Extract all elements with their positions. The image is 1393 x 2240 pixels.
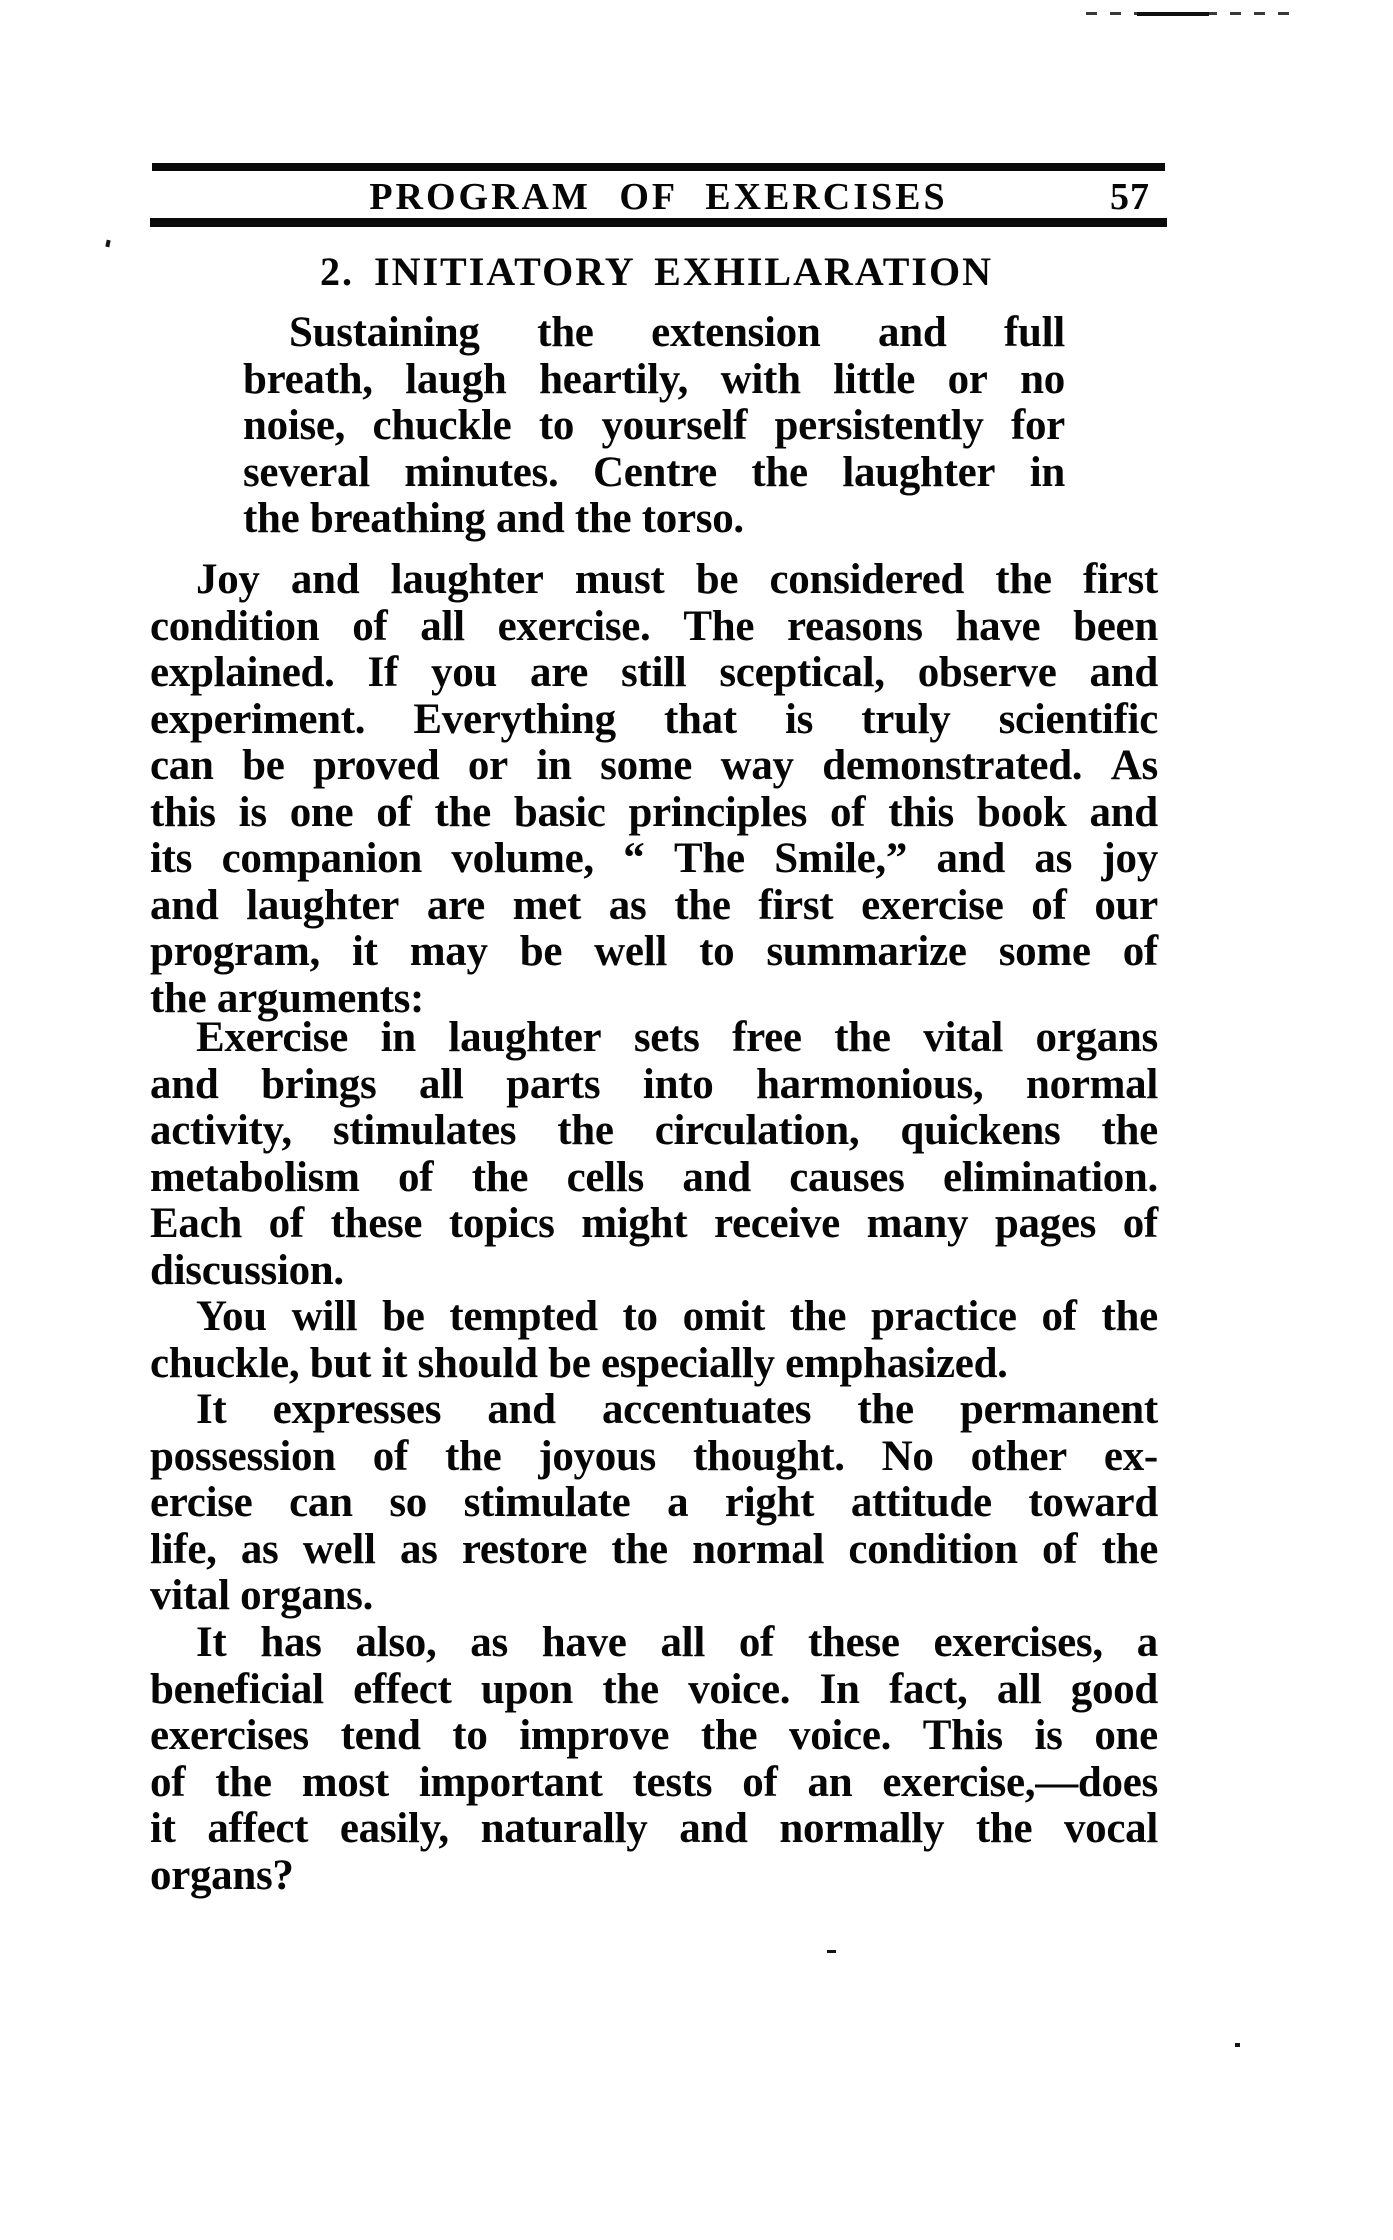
- header-rule-bottom: [150, 218, 1167, 227]
- word: of: [1042, 1525, 1078, 1573]
- word: Everything: [413, 695, 616, 743]
- word: a: [1136, 1619, 1158, 1666]
- word: may: [409, 928, 488, 975]
- text-line: [150, 836, 1158, 883]
- scan-speck: [827, 1950, 836, 1953]
- word: of: [398, 1153, 434, 1201]
- word: demonstrated.: [822, 742, 1083, 789]
- word: ercise: [150, 1479, 253, 1526]
- word: and: [936, 835, 1005, 882]
- word: laughter: [842, 448, 996, 496]
- word: of: [1122, 1200, 1158, 1247]
- word: effect: [353, 1665, 452, 1713]
- word: joy: [1101, 835, 1158, 882]
- word: tests: [632, 1758, 713, 1806]
- word: into: [642, 1060, 714, 1108]
- word: topics: [448, 1200, 555, 1247]
- text-line: the breathing and the torso.: [243, 495, 744, 542]
- word: well: [302, 1525, 376, 1573]
- text-line: [150, 1480, 1158, 1527]
- word: exercise.: [497, 602, 651, 650]
- word: all: [660, 1619, 705, 1666]
- word: the: [471, 1153, 529, 1201]
- word: to: [452, 1712, 488, 1759]
- word: exercises: [150, 1712, 309, 1759]
- word: sceptical,: [719, 649, 885, 696]
- header-rule-top: [152, 163, 1165, 171]
- text-line: [150, 1294, 1158, 1341]
- word: tend: [340, 1712, 421, 1759]
- word: observe: [917, 649, 1057, 696]
- word: No: [881, 1432, 934, 1480]
- word: an: [807, 1758, 853, 1806]
- text-line: [243, 403, 1065, 450]
- word: accentuates: [601, 1386, 812, 1433]
- text-line: [150, 1667, 1158, 1714]
- word: in: [536, 742, 572, 789]
- word: the: [674, 881, 731, 929]
- word: quickens: [900, 1107, 1061, 1154]
- text-line: [150, 1527, 1158, 1574]
- word: of: [830, 788, 866, 836]
- word: are: [530, 649, 588, 696]
- text-line: [150, 743, 1158, 790]
- text-line: [150, 1760, 1158, 1807]
- word: persistently: [774, 402, 984, 449]
- word: still: [620, 649, 687, 696]
- word: It: [196, 1386, 227, 1433]
- word: volume,: [451, 835, 594, 882]
- word: minutes.: [404, 448, 559, 496]
- word: The: [683, 602, 755, 650]
- word: in: [380, 1014, 416, 1061]
- word: be: [519, 928, 563, 975]
- word: life,: [150, 1525, 217, 1573]
- word: affect: [207, 1805, 309, 1852]
- word: condition: [848, 1525, 1018, 1573]
- word: proved: [312, 742, 440, 789]
- word: are: [426, 881, 485, 929]
- word: the: [1101, 1525, 1158, 1573]
- word: as: [399, 1525, 438, 1573]
- scan-artifact-solid-segment: [1137, 12, 1209, 16]
- word: of: [1041, 1293, 1077, 1340]
- word: improve: [519, 1712, 670, 1759]
- word: beneficial: [150, 1665, 324, 1713]
- text-line: [150, 1155, 1158, 1202]
- word: as: [608, 881, 647, 929]
- word: as: [240, 1525, 279, 1573]
- word: first: [1083, 556, 1158, 603]
- text-line: [150, 1201, 1158, 1248]
- word: the: [1101, 1107, 1158, 1154]
- word: In: [819, 1665, 860, 1713]
- word: thought.: [692, 1432, 845, 1480]
- word: toward: [1028, 1479, 1158, 1526]
- text-line: [150, 1015, 1158, 1062]
- text-line: [150, 1620, 1158, 1667]
- word: some: [600, 742, 693, 789]
- word: tempted: [449, 1293, 598, 1340]
- word: elimination.: [942, 1153, 1158, 1201]
- text-line: [150, 604, 1158, 651]
- word: companion: [221, 835, 422, 882]
- word: and: [150, 881, 219, 929]
- word: the: [995, 556, 1052, 603]
- word: truly: [861, 695, 951, 743]
- word: have: [955, 602, 1041, 650]
- word: the: [975, 1805, 1033, 1852]
- word: in: [1029, 448, 1065, 496]
- word: this: [888, 788, 954, 836]
- text-line: [243, 310, 1065, 357]
- word: of: [352, 602, 388, 650]
- word: principles: [628, 788, 808, 836]
- word: all: [996, 1665, 1042, 1713]
- word: other: [970, 1432, 1067, 1480]
- word: of: [738, 1619, 775, 1666]
- word: been: [1073, 602, 1158, 650]
- word: of: [742, 1758, 778, 1806]
- word: book: [976, 788, 1067, 836]
- word: for: [1010, 402, 1065, 449]
- paragraph: [150, 1294, 1158, 1387]
- word: it: [352, 928, 378, 975]
- word: must: [574, 556, 665, 603]
- text-line: [150, 1387, 1158, 1434]
- word: of: [376, 788, 412, 836]
- word: receive: [713, 1200, 840, 1247]
- word: full: [1004, 309, 1065, 356]
- text-line: [150, 1806, 1158, 1853]
- word: scientific: [998, 695, 1158, 743]
- word: You: [196, 1293, 267, 1340]
- word: that: [663, 695, 737, 743]
- word: well: [594, 928, 668, 975]
- text-line: organs?: [150, 1851, 294, 1899]
- word: the: [602, 1665, 659, 1713]
- paragraph: [243, 310, 1065, 543]
- word: the: [1101, 1293, 1158, 1340]
- word: you: [431, 649, 498, 696]
- word: Joy: [196, 556, 260, 603]
- text-line: [150, 1062, 1158, 1109]
- word: be: [382, 1293, 425, 1340]
- word: way: [720, 742, 794, 789]
- word: is: [784, 695, 814, 743]
- word: so: [389, 1479, 427, 1526]
- word: is: [1034, 1712, 1063, 1759]
- word: good: [1070, 1665, 1158, 1713]
- word: and: [682, 1153, 751, 1201]
- word: as: [1034, 835, 1073, 882]
- word: several: [243, 448, 370, 496]
- word: This: [922, 1712, 1003, 1759]
- word: free: [732, 1014, 802, 1061]
- word: all: [419, 1060, 464, 1108]
- word: this: [150, 788, 216, 836]
- word: of: [1122, 928, 1158, 975]
- word: the: [557, 1107, 614, 1154]
- word: has: [260, 1619, 322, 1666]
- word: summarize: [766, 928, 967, 975]
- word: program,: [150, 928, 320, 975]
- word: its: [150, 835, 193, 882]
- word: some: [998, 928, 1091, 975]
- word: basic: [513, 788, 606, 836]
- word: and: [290, 556, 360, 603]
- word: have: [541, 1619, 627, 1666]
- paragraph: [150, 557, 1158, 1022]
- word: no: [1020, 355, 1065, 403]
- word: heartily,: [539, 355, 689, 403]
- word: of: [150, 1758, 186, 1806]
- word: the: [444, 1432, 502, 1480]
- word: breath,: [243, 355, 373, 403]
- word: restore: [461, 1525, 588, 1573]
- word: or: [467, 742, 508, 789]
- word: exercise,—does: [882, 1758, 1158, 1806]
- word: sets: [633, 1014, 700, 1061]
- word: Exercise: [196, 1014, 349, 1061]
- paragraph: [150, 1387, 1158, 1620]
- word: If: [367, 649, 399, 696]
- text-line: [150, 697, 1158, 744]
- word: permanent: [960, 1386, 1158, 1433]
- word: parts: [506, 1060, 601, 1108]
- word: might: [581, 1200, 688, 1247]
- word: to: [538, 402, 575, 449]
- word: one: [289, 788, 354, 836]
- word: explained.: [150, 649, 335, 696]
- word: important: [418, 1758, 603, 1806]
- word: will: [291, 1293, 358, 1340]
- word: stimulate: [463, 1479, 631, 1526]
- word: the: [434, 788, 491, 836]
- word: and: [1089, 649, 1158, 696]
- text-line: the arguments:: [150, 974, 425, 1022]
- word: It: [196, 1619, 227, 1666]
- word: normal: [1026, 1060, 1158, 1108]
- text-line: [150, 929, 1158, 976]
- word: experiment.: [150, 695, 366, 743]
- word: brings: [261, 1060, 377, 1108]
- word: and: [679, 1805, 748, 1852]
- text-line: [150, 883, 1158, 930]
- word: the: [611, 1525, 668, 1573]
- word: it: [150, 1805, 176, 1852]
- word: ex-: [1103, 1432, 1158, 1480]
- word: laugh: [405, 355, 507, 403]
- text-line: vital organs.: [150, 1572, 374, 1619]
- word: considered: [769, 556, 964, 603]
- running-head-title: PROGRAM OF EXERCISES: [369, 176, 948, 218]
- word: can: [289, 1479, 353, 1526]
- word: upon: [480, 1665, 573, 1713]
- word: or: [947, 355, 988, 403]
- word: and: [487, 1386, 556, 1433]
- word: be: [695, 556, 739, 603]
- word: first: [758, 881, 834, 929]
- word: a: [667, 1479, 689, 1526]
- page-number: 57: [1110, 176, 1150, 218]
- word: to: [622, 1293, 658, 1340]
- word: to: [699, 928, 735, 975]
- word: pages: [994, 1200, 1097, 1247]
- word: vital: [923, 1014, 1003, 1061]
- word: exercise: [861, 881, 1004, 929]
- word: normally: [779, 1805, 945, 1852]
- word: attitude: [850, 1479, 992, 1526]
- word: condition: [150, 602, 320, 650]
- word: causes: [789, 1153, 905, 1201]
- word: many: [866, 1200, 969, 1247]
- word: joyous: [538, 1432, 656, 1480]
- word: right: [724, 1479, 815, 1526]
- text-line: [150, 1713, 1158, 1760]
- word: of: [372, 1432, 408, 1480]
- word: stimulates: [332, 1107, 517, 1154]
- word: noise,: [243, 402, 346, 449]
- word: one: [1094, 1712, 1158, 1759]
- word: voice.: [688, 1665, 791, 1713]
- text-line: [150, 1108, 1158, 1155]
- word: metabolism: [150, 1153, 360, 1201]
- word: Each: [150, 1200, 242, 1247]
- word: fact,: [889, 1665, 968, 1713]
- word: circulation,: [654, 1107, 860, 1154]
- word: and: [1089, 788, 1158, 836]
- word: vocal: [1063, 1805, 1158, 1852]
- word: normal: [692, 1525, 825, 1573]
- word: The: [673, 835, 745, 882]
- word: the: [215, 1758, 272, 1806]
- word: laughter: [390, 556, 544, 603]
- word: activity,: [150, 1107, 292, 1154]
- word: As: [1110, 742, 1158, 789]
- word: and: [878, 309, 947, 356]
- text-line: discussion.: [150, 1246, 344, 1294]
- word: the: [789, 1293, 847, 1340]
- word: possession: [150, 1432, 336, 1480]
- word: Sustaining: [289, 309, 480, 356]
- word: Centre: [592, 448, 717, 496]
- word: cells: [566, 1153, 644, 1201]
- word: voice.: [789, 1712, 892, 1759]
- section-heading: 2. INITIATORY EXHILARATION: [320, 249, 993, 294]
- word: also,: [355, 1619, 437, 1666]
- text-line: [243, 357, 1065, 404]
- word: can: [150, 742, 214, 789]
- word: extension: [651, 309, 821, 356]
- word: of: [268, 1200, 304, 1247]
- word: reasons: [786, 602, 923, 650]
- word: the: [857, 1386, 914, 1433]
- word: harmonious,: [756, 1060, 984, 1108]
- scan-speck: [105, 240, 110, 248]
- word: of: [1031, 881, 1067, 929]
- word: laughter: [246, 881, 400, 929]
- text-line: [150, 557, 1158, 604]
- word: exercises,: [933, 1619, 1103, 1666]
- word: the: [537, 309, 594, 356]
- word: naturally: [480, 1805, 648, 1852]
- paragraph: [150, 1015, 1158, 1294]
- word: these: [807, 1619, 900, 1666]
- word: easily,: [339, 1805, 449, 1852]
- text-line: [150, 790, 1158, 837]
- word: these: [330, 1200, 423, 1247]
- word: Smile,”: [774, 835, 908, 882]
- paragraph: [150, 1620, 1158, 1899]
- word: as: [470, 1619, 508, 1666]
- text-line: [150, 1434, 1158, 1481]
- word: the: [700, 1712, 758, 1759]
- word: omit: [682, 1293, 765, 1340]
- word: met: [512, 881, 581, 929]
- word: all: [420, 602, 465, 650]
- word: with: [720, 355, 801, 403]
- word: most: [301, 1758, 389, 1806]
- word: the: [751, 448, 808, 496]
- text-line: chuckle, but it should be especially emphasized.: [150, 1339, 1008, 1387]
- word: little: [833, 355, 916, 403]
- word: be: [242, 742, 285, 789]
- word: organs: [1035, 1014, 1158, 1061]
- word: practice: [871, 1293, 1017, 1340]
- word: expresses: [272, 1386, 442, 1433]
- word: is: [238, 788, 267, 836]
- text-line: [150, 650, 1158, 697]
- word: “: [623, 835, 645, 882]
- word: our: [1094, 881, 1158, 929]
- text-line: [243, 450, 1065, 497]
- word: the: [834, 1014, 891, 1061]
- scan-speck: [1235, 2043, 1240, 2047]
- word: laughter: [448, 1014, 602, 1061]
- word: chuckle: [372, 402, 512, 449]
- word: and: [150, 1060, 219, 1108]
- word: yourself: [601, 402, 748, 449]
